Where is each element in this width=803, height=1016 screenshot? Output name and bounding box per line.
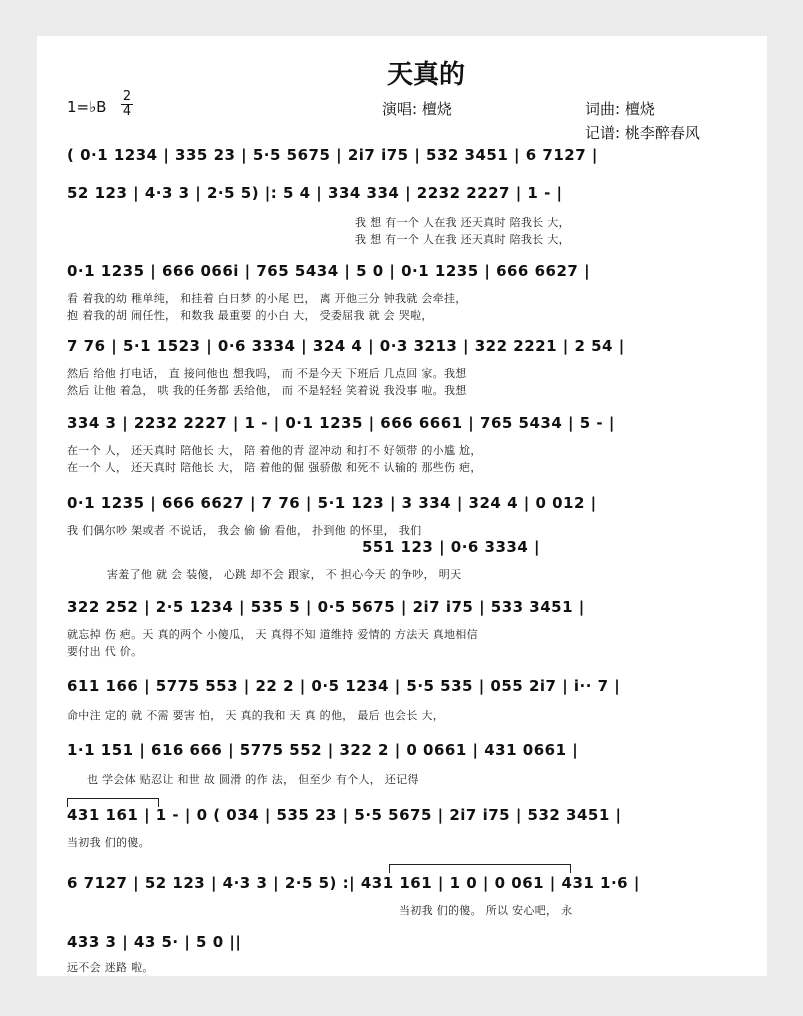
lyric-verse-1: 远不会 迷路 啦。 [67,961,154,974]
composer-credit: 词曲: 檀烧 [585,100,655,118]
lyric-verse-1: 然后 给他 打电话， 直 接问他也 想我吗， 而 不是今天 下班后 几点回 家。我想 [67,367,467,380]
key-signature: 1=♭B [67,98,107,116]
notation-line: 334 3 | 2232 2227 | 1 - | 0·1 1235 | 666 6661 | 765 5434 | 5 - | [67,414,615,432]
notation-line: 611 166 | 5775 553 | 22 2 | 0·5 1234 | 5·5 535 | 055 2i7 | i·· 7 | [67,677,621,695]
lyric-verse-2: 抱 着我的胡 闹任性， 和数我 最重要 的小白 大， 受委屈我 就 会 哭啦， [67,309,433,322]
triplet-bracket [389,864,571,873]
lyric-verse-1: 就忘掉 伤 疤。天 真的两个 小傻瓜， 天 真得不知 道维持 爱情的 方法天 真地相信 [67,628,478,641]
lyric-verse-2: 要付出 代 价。 [67,645,143,658]
lyric-verse-1: 在一个 人， 还天真时 陪他长 大， 陪 着他的青 涩冲动 和打不 好领带 的小尴 尬， [67,444,482,457]
notation-line: 7 76 | 5·1 1523 | 0·6 3334 | 324 4 | 0·3 3213 | 322 2221 | 2 54 | [67,337,625,355]
notation-line: 1·1 151 | 616 666 | 5775 552 | 322 2 | 0 0661 | 431 0661 | [67,741,579,759]
lyric-verse-1: 也 学会体 贴忍让 和世 故 圆滑 的作 法， 但至少 有个人， 还记得 [87,773,419,786]
score-page [37,36,767,976]
notation-line: 6 7127 | 52 123 | 4·3 3 | 2·5 5) :| 431 161 | 1 0 | 0 061 | 431 1·6 | [67,874,640,892]
notation-line: 431 161 | 1 - | 0 ( 034 | 535 23 | 5·5 5675 | 2i7 i75 | 532 3451 | [67,806,622,824]
time-signature [121,90,133,119]
notation-line: 322 252 | 2·5 1234 | 535 5 | 0·5 5675 | 2i7 i75 | 533 3451 | [67,598,585,616]
time-signature-bottom: 4 [122,104,132,119]
transcriber-credit: 记谱: 桃李醉春风 [585,124,700,142]
notation-line: 433 3 | 43 5· | 5 0 || [67,933,242,951]
lyric-verse-2: 在一个 人， 还天真时 陪他长 大， 陪 着他的倔 强骄傲 和死不 认输的 那些伤 疤， [67,461,482,474]
time-signature-top: 2 [122,89,132,104]
lyric-verse-1: 当初我 们的傻。 [67,836,150,849]
lyric-verse-2: 害羞了他 就 会 装傻， 心跳 却不会 跟家， 不 担心今天 的争吵， 明天 [107,568,462,581]
lyric-verse-2: 我 想 有一个 人在我 还天真时 陪我长 大， [355,233,570,246]
notation-line: ( 0·1 1234 | 335 23 | 5·5 5675 | 2i7 i75 | 532 3451 | 6 7127 | [67,146,598,164]
lyric-verse-1: 当初我 们的傻。 所以 安心吧， 永 [399,904,573,917]
lyric-verse-2: 然后 让他 着急， 哄 我的任务都 丢给他， 而 不是轻轻 笑着说 我没事 啦。我想 [67,384,467,397]
lyric-verse-1: 看 着我的幼 稚单纯， 和挂着 白日梦 的小尾 巴， 离 开他三分 钟我就 会牵挂， [67,292,467,305]
notation-line: 0·1 1235 | 666 6627 | 7 76 | 5·1 123 | 3 334 | 324 4 | 0 012 | [67,494,597,512]
song-title: 天真的 [387,60,466,90]
notation-line: 0·1 1235 | 666 066i | 765 5434 | 5 0 | 0·1 1235 | 666 6627 | [67,262,591,280]
lyric-verse-1: 我 们偶尔吵 架或者 不说话， 我会 偷 偷 看他， 扑到他 的怀里， 我们 [67,524,422,537]
notation-line: 52 123 | 4·3 3 | 2·5 5) |: 5 4 | 334 334 | 2232 2227 | 1 - | [67,184,563,202]
lyric-verse-1: 我 想 有一个 人在我 还天真时 陪我长 大， [355,216,570,229]
singer-credit: 演唱: 檀烧 [382,100,452,118]
alt-notation-line: 551 123 | 0·6 3334 | [362,538,541,556]
lyric-verse-1: 命中注 定的 就 不需 要害 怕， 天 真的我和 天 真 的他， 最后 也会长 大， [67,709,445,722]
